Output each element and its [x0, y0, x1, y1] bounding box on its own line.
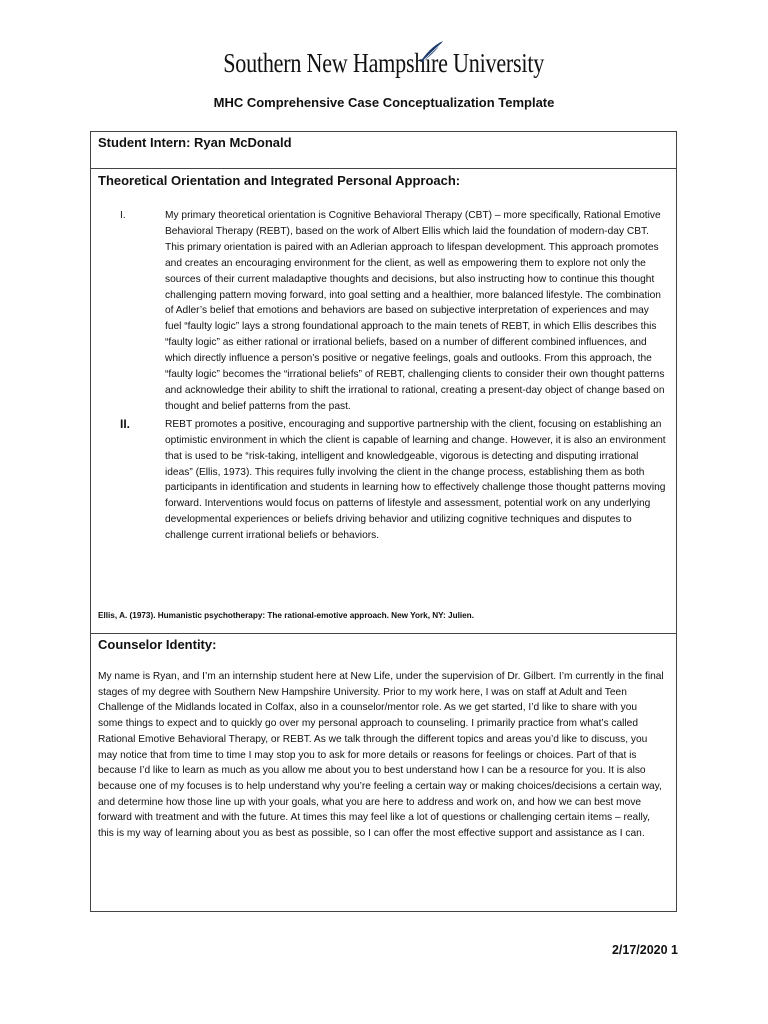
orientation-list — [91, 208, 676, 544]
list-item-text: My primary theoretical orientation is Cognitive Behavioral Therapy (CBT) – more specifically, Rational Emotive Behavioral Therapy (REBT), based on the work of Albert Ellis which laid the foundation of modern-day CBT. This primary orientation is paired with an Adlerian approach to lifespan development. This approach promotes and creates an encouraging environment for the client, as well as empowering them to explore not only the sources of their current maladaptive thoughts and decisions, but also instructing how to continue this thought challenging pattern moving forward, into goal setting and a healthier, more balanced lifestyle. The combination of Adler’s belief that emotions and behaviors are based on subjective interpretation of experiences and may fuel “faulty logic” lays a strong foundational approach to the main tenets of REBT, in which Ellis describes this “faulty logic” as either rational or irrational beliefs, based on a number of different combined influences, and which directly influence a person’s positive or negative feelings, goals and outlooks. From this approach, the “faulty logic” becomes the “irrational beliefs” of REBT, challenging clients to consider their own thought patterns and acknowledge their ability to shift the irrational to rational, creating a present-day object of change based on thought and belief patterns from the past. — [165, 210, 665, 412]
list-item-number: I. — [120, 210, 126, 221]
reference-citation: Ellis, A. (1973). Humanistic psychotherapy: The rational-emotive approach. New York, NY: Julien. — [98, 611, 474, 620]
orientation-heading: Theoretical Orientation and Integrated Personal Approach: — [98, 173, 461, 188]
list-item — [91, 208, 676, 415]
document-title: MHC Comprehensive Case Conceptualization Template — [213, 95, 555, 110]
list-item — [91, 417, 676, 544]
logo-wordmark: Southern New Hampshire University — [223, 48, 545, 78]
list-item-text: REBT promotes a positive, encouraging and supportive partnership with the client, focusing on establishing an optimistic environment in which the client is capable of learning and change. However, it is also an environment that is used to be “risk-taking, intelligent and knowledgeable, vigorous is detecting and disputing irrational ideas” (Ellis, 1973). This requires fully involving the client in the change process, establishing them as both participants in identification and students in learning how to effectively challenge those thought patterns moving forward. Interventions would focus on patterns of lifestyle and assessment, potential work on any underlying developmental experiences or beliefs driving behavior and utilizing cognitive techniques and disputes to challenge current irrational beliefs or behaviors. — [165, 418, 666, 542]
case-template-table — [90, 131, 677, 912]
row-divider — [91, 168, 676, 169]
list-item-number: II. — [120, 416, 131, 431]
row-divider — [91, 633, 676, 634]
counselor-identity-heading: Counselor Identity: — [98, 637, 217, 652]
counselor-identity-text: My name is Ryan, and I’m an internship student here at New Life, under the supervision of Dr. Gilbert. I’m currently in the final stages of my degree with Southern New Hampshire University. Prior to my work here, I was on staff at Adult and Teen Challenge of the Midlands located in Colfax, also in a counselor/mentor role. As we get started, I’d like to share with you some things to expect and to quickly go over my personal approach to counseling. I primarily practice from what’s called Rational Emotive Behavioral Therapy, or REBT. As we talk through the different topics and areas you’d like to discuss, you may notice that from time to time I may stop you to ask for more details or reasons for feelings or choices. Part of that is because I’d like to learn as much as you allow me about you to best understand how I can be a resource for you. It is also because one of my focuses is to help understand why you’re feeling a certain way or making choices/decisions a certain way, and determine how those line up with your goals, what you are here to address and work on, and how we can best move forward with treatment and with the future. At times this may feel like a lot of questions or challenging certain items – really, this is my way of learning about you as best as possible, so I can offer the most effective support and assistance as I can. — [98, 671, 664, 840]
university-logo — [0, 48, 768, 79]
student-intern-label: Student Intern: Ryan McDonald — [98, 135, 292, 150]
quill-icon — [418, 40, 444, 64]
page-footer: 2/17/2020 1 — [611, 943, 678, 957]
